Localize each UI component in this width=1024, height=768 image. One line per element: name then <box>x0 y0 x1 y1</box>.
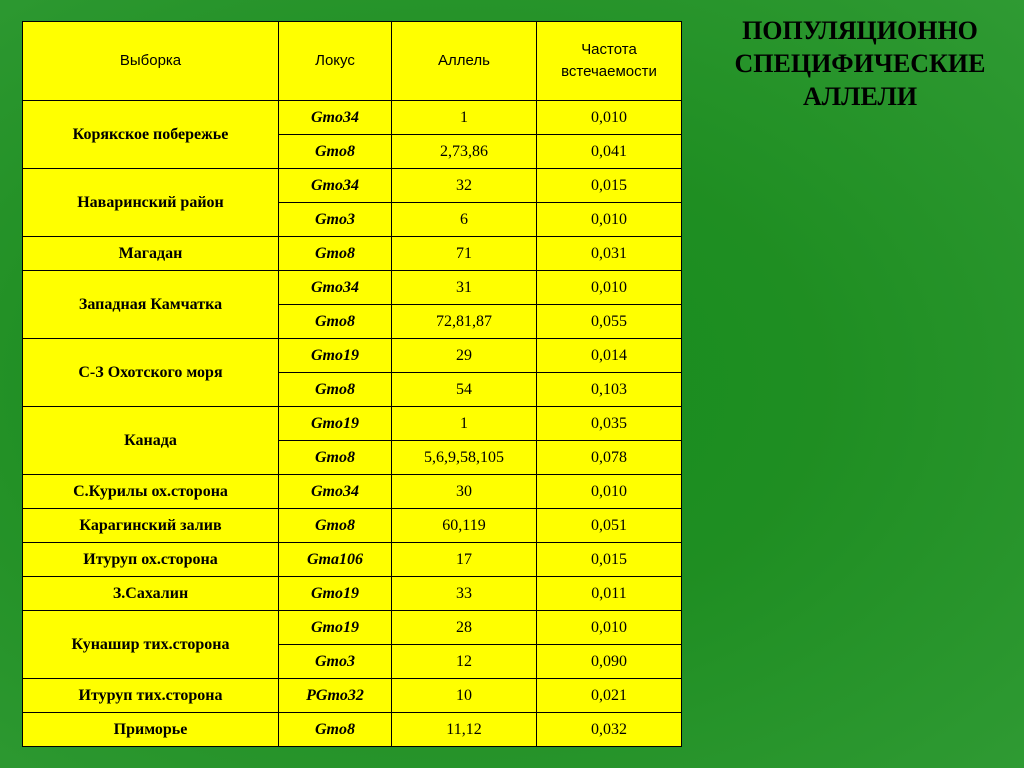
table-row <box>23 271 682 305</box>
table-row <box>23 339 682 373</box>
sample-cell: Приморье <box>23 713 279 747</box>
locus-cell: Gmo19 <box>279 339 392 373</box>
table-row <box>23 577 682 611</box>
locus-cell: Gmo8 <box>279 713 392 747</box>
frequency-cell: 0,041 <box>537 135 682 169</box>
allele-cell: 17 <box>392 543 537 577</box>
frequency-cell: 0,011 <box>537 577 682 611</box>
sample-cell: Корякское побережье <box>23 101 279 169</box>
table-row <box>23 543 682 577</box>
header-locus: Локус <box>279 22 392 101</box>
sample-cell: Наваринский район <box>23 169 279 237</box>
slide-title-line-2: СПЕЦИФИЧЕСКИЕ <box>734 49 986 78</box>
allele-cell: 31 <box>392 271 537 305</box>
locus-cell: Gmo8 <box>279 373 392 407</box>
frequency-cell: 0,090 <box>537 645 682 679</box>
locus-cell: Gmo8 <box>279 237 392 271</box>
frequency-cell: 0,078 <box>537 441 682 475</box>
locus-cell: Gmo34 <box>279 475 392 509</box>
sample-cell: С.Курилы ох.сторона <box>23 475 279 509</box>
frequency-cell: 0,010 <box>537 271 682 305</box>
frequency-cell: 0,032 <box>537 713 682 747</box>
allele-cell: 12 <box>392 645 537 679</box>
header-sample: Выборка <box>23 22 279 101</box>
allele-cell: 5,6,9,58,105 <box>392 441 537 475</box>
locus-cell: PGmo32 <box>279 679 392 713</box>
sample-cell: С-З Охотского моря <box>23 339 279 407</box>
frequency-cell: 0,014 <box>537 339 682 373</box>
locus-cell: Gmo8 <box>279 441 392 475</box>
table-row <box>23 679 682 713</box>
table-row <box>23 169 682 203</box>
locus-cell: Gmo19 <box>279 577 392 611</box>
allele-cell: 1 <box>392 101 537 135</box>
sample-cell: Итуруп тих.сторона <box>23 679 279 713</box>
locus-cell: Gmo34 <box>279 271 392 305</box>
frequency-cell: 0,035 <box>537 407 682 441</box>
allele-cell: 29 <box>392 339 537 373</box>
allele-cell: 6 <box>392 203 537 237</box>
allele-cell: 72,81,87 <box>392 305 537 339</box>
table-row <box>23 611 682 645</box>
allele-cell: 33 <box>392 577 537 611</box>
locus-cell: Gma106 <box>279 543 392 577</box>
frequency-cell: 0,015 <box>537 543 682 577</box>
frequency-cell: 0,031 <box>537 237 682 271</box>
frequency-cell: 0,010 <box>537 475 682 509</box>
frequency-cell: 0,051 <box>537 509 682 543</box>
table-row <box>23 101 682 135</box>
allele-cell: 30 <box>392 475 537 509</box>
frequency-cell: 0,015 <box>537 169 682 203</box>
alleles-table <box>22 21 682 747</box>
table-body <box>23 101 682 747</box>
header-frequency: Частота встечаемости <box>537 22 682 101</box>
allele-cell: 60,119 <box>392 509 537 543</box>
locus-cell: Gmo34 <box>279 101 392 135</box>
locus-cell: Gmo34 <box>279 169 392 203</box>
frequency-cell: 0,010 <box>537 101 682 135</box>
table-row <box>23 237 682 271</box>
allele-cell: 11,12 <box>392 713 537 747</box>
sample-cell: Итуруп ох.сторона <box>23 543 279 577</box>
table-row <box>23 407 682 441</box>
allele-cell: 32 <box>392 169 537 203</box>
sample-cell: Западная Камчатка <box>23 271 279 339</box>
header-allele: Аллель <box>392 22 537 101</box>
frequency-cell: 0,010 <box>537 611 682 645</box>
locus-cell: Gmo19 <box>279 611 392 645</box>
sample-cell: Магадан <box>23 237 279 271</box>
frequency-cell: 0,055 <box>537 305 682 339</box>
locus-cell: Gmo3 <box>279 203 392 237</box>
allele-cell: 28 <box>392 611 537 645</box>
alleles-table-container <box>22 21 682 747</box>
slide-title-line-1: ПОПУЛЯЦИОННО <box>742 16 978 45</box>
table-row <box>23 713 682 747</box>
frequency-cell: 0,010 <box>537 203 682 237</box>
locus-cell: Gmo3 <box>279 645 392 679</box>
table-row <box>23 509 682 543</box>
allele-cell: 10 <box>392 679 537 713</box>
table-header-row <box>23 22 682 101</box>
slide-title-line-3: АЛЛЕЛИ <box>802 82 918 111</box>
table-row <box>23 475 682 509</box>
allele-cell: 71 <box>392 237 537 271</box>
frequency-cell: 0,103 <box>537 373 682 407</box>
locus-cell: Gmo8 <box>279 509 392 543</box>
sample-cell: Карагинский залив <box>23 509 279 543</box>
frequency-cell: 0,021 <box>537 679 682 713</box>
allele-cell: 2,73,86 <box>392 135 537 169</box>
slide-title <box>700 14 1020 113</box>
locus-cell: Gmo19 <box>279 407 392 441</box>
sample-cell: З.Сахалин <box>23 577 279 611</box>
sample-cell: Канада <box>23 407 279 475</box>
locus-cell: Gmo8 <box>279 305 392 339</box>
locus-cell: Gmo8 <box>279 135 392 169</box>
allele-cell: 54 <box>392 373 537 407</box>
allele-cell: 1 <box>392 407 537 441</box>
sample-cell: Кунашир тих.сторона <box>23 611 279 679</box>
